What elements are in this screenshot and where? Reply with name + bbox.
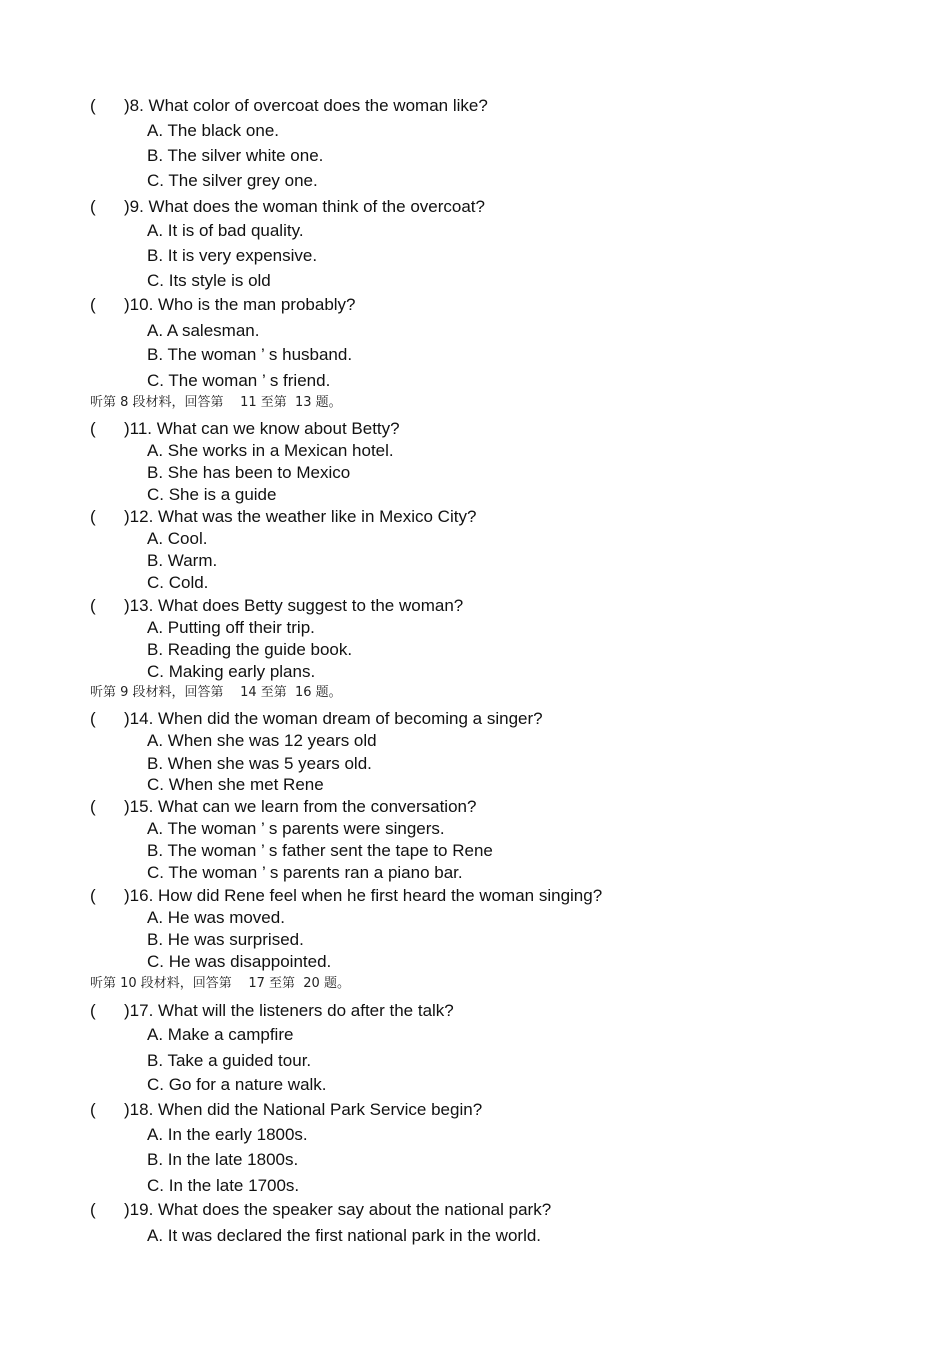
question-18-option-a: A. In the early 1800s.: [147, 1125, 308, 1144]
question-13: ( )13. What does Betty suggest to the woman?: [90, 596, 464, 615]
section-heading-8: 听第 8 段材料，回答第 11 至第 13 题。: [90, 395, 342, 410]
question-18-option-c: C. In the late 1700s.: [147, 1176, 300, 1195]
question-12-option-c: C. Cold.: [147, 573, 209, 592]
question-19: ( )19. What does the speaker say about the national park?: [90, 1200, 552, 1219]
question-9-option-a: A. It is of bad quality.: [147, 221, 304, 240]
question-16-option-c: C. He was disappointed.: [147, 952, 332, 971]
question-11-option-a: A. She works in a Mexican hotel.: [147, 441, 394, 460]
question-11-option-b: B. She has been to Mexico: [147, 463, 351, 482]
question-17: ( )17. What will the listeners do after the talk?: [90, 1001, 454, 1020]
question-8: ( )8. What color of overcoat does the woman like?: [90, 96, 488, 115]
question-17-option-a: A. Make a campfire: [147, 1025, 294, 1044]
question-10-option-b: B. The woman ’ s husband.: [147, 345, 353, 364]
question-16: ( )16. How did Rene feel when he first heard the woman singing?: [90, 886, 603, 905]
question-18: ( )18. When did the National Park Service begin?: [90, 1100, 483, 1119]
question-17-option-b: B. Take a guided tour.: [147, 1051, 312, 1070]
question-19-option-a: A. It was declared the first national park in the world.: [147, 1226, 542, 1245]
question-13-option-a: A. Putting off their trip.: [147, 618, 315, 637]
question-12-option-a: A. Cool.: [147, 529, 208, 548]
question-15: ( )15. What can we learn from the conversation?: [90, 797, 477, 816]
question-12-option-b: B. Warm.: [147, 551, 218, 570]
question-11: ( )11. What can we know about Betty?: [90, 419, 400, 438]
question-8-option-a: A. The black one.: [147, 121, 279, 140]
question-16-option-b: B. He was surprised.: [147, 930, 304, 949]
question-9-option-c: C. Its style is old: [147, 271, 271, 290]
question-14-option-c: C. When she met Rene: [147, 775, 324, 794]
section-heading-9: 听第 9 段材料，回答第 14 至第 16 题。: [90, 685, 342, 700]
question-11-option-c: C. She is a guide: [147, 485, 277, 504]
question-18-option-b: B. In the late 1800s.: [147, 1150, 299, 1169]
question-14: ( )14. When did the woman dream of becoming a singer?: [90, 709, 543, 728]
question-14-option-b: B. When she was 5 years old.: [147, 754, 372, 773]
question-16-option-a: A. He was moved.: [147, 908, 285, 927]
question-9: ( )9. What does the woman think of the overcoat?: [90, 197, 485, 216]
question-10-option-c: C. The woman ’ s friend.: [147, 371, 331, 390]
question-9-option-b: B. It is very expensive.: [147, 246, 318, 265]
question-13-option-b: B. Reading the guide book.: [147, 640, 353, 659]
question-15-option-a: A. The woman ’ s parents were singers.: [147, 819, 445, 838]
question-8-option-c: C. The silver grey one.: [147, 171, 318, 190]
question-12: ( )12. What was the weather like in Mexico City?: [90, 507, 477, 526]
question-17-option-c: C. Go for a nature walk.: [147, 1075, 327, 1094]
question-15-option-c: C. The woman ’ s parents ran a piano bar.: [147, 863, 463, 882]
question-14-option-a: A. When she was 12 years old: [147, 731, 377, 750]
question-15-option-b: B. The woman ’ s father sent the tape to Rene: [147, 841, 493, 860]
question-10-option-a: A. A salesman.: [147, 321, 260, 340]
section-heading-10: 听第 10 段材料，回答第 17 至第 20 题。: [90, 976, 350, 991]
question-8-option-b: B. The silver white one.: [147, 146, 324, 165]
question-10: ( )10. Who is the man probably?: [90, 295, 356, 314]
question-13-option-c: C. Making early plans.: [147, 662, 316, 681]
